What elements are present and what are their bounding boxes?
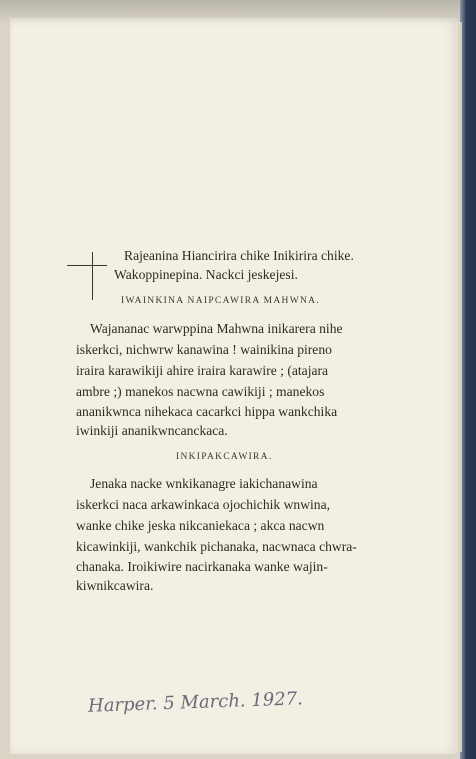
section1-line-1: Wajananac warwppina Mahwna inikarera nihe — [90, 321, 343, 336]
handwritten-signature: Harper. 5 March. 1927. — [87, 688, 304, 717]
page-edge — [456, 22, 462, 752]
section1-line-4: ambre ;) manekos nacwna cawikiji ; manekos — [76, 384, 325, 399]
section-heading-1: IWAINKINA NAIPCAWIRA MAHWNA. — [121, 296, 320, 306]
section2-line-2: iskerkci naca arkawinkaca ojochichik wnwina, — [76, 497, 331, 512]
section2-line-4: kicawinkiji, wankchik pichanaka, nacwnaca chwra- — [76, 539, 357, 554]
book-cover-edge — [460, 0, 476, 759]
section-heading-2: INKIPAKCAWIRA. — [176, 452, 273, 462]
section2-line-3: wanke chike jeska nikcaniekaca ; akca nacwn — [76, 518, 325, 533]
section1-line-2: iskerkci, nichwrw kanawina ! wainikina pireno — [76, 342, 332, 357]
section2-line-6: kiwnikcawira. — [76, 578, 154, 593]
cross-marker — [67, 252, 107, 300]
intro-line-2: Wakoppinepina. Nackci jeskejesi. — [114, 267, 298, 282]
intro-line-1: Rajeanina Hiancirira chike Inikirira chike. — [124, 248, 354, 263]
section2-line-1: Jenaka nacke wnkikanagre iakichanawina — [90, 476, 318, 491]
section1-line-5: ananikwnca nihekaca cacarkci hippa wankchika — [76, 404, 338, 419]
section2-line-5: chanaka. Iroikiwire nacirkanaka wanke wajin- — [76, 559, 328, 574]
section1-line-3: iraira karawikiji ahire iraira karawire ; (atajara — [76, 363, 329, 378]
section1-line-6: iwinkiji ananikwncanckaca. — [76, 423, 228, 438]
